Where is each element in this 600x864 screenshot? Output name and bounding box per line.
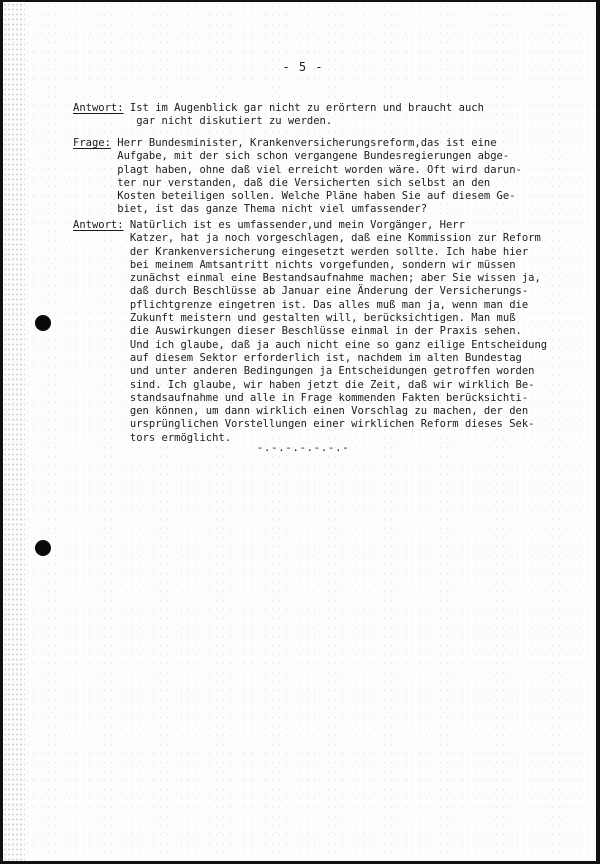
text-line: Antwort: Ist im Augenblick gar nicht zu erörtern und braucht auch [73, 102, 484, 114]
scan-edge-speckle [3, 2, 25, 861]
text-line: Und ich glaube, daß ja auch nicht eine so ganz eilige Entscheidung [129, 338, 548, 351]
text-line: Katzer, hat ja noch vorgeschlagen, daß eine Kommission zur Reform [129, 232, 541, 245]
text-line: zunächst einmal eine Bestandsaufnahme machen; aber Sie wissen ja, [129, 272, 541, 285]
answer-block-1 [73, 102, 563, 129]
page-number: - 5 - [282, 60, 324, 74]
text-line: der Krankenversicherung eingesetzt werden sollte. Ich habe hier [129, 245, 529, 258]
text-line: bei meinem Amtsantritt nichts vorgefunden, sondern wir müssen [129, 258, 516, 271]
text-line: und unter anderen Bedingungen ja Entscheidungen getroffen worden [129, 365, 535, 378]
text-line: Antwort: Natürlich ist es umfassender,und mein Vorgänger, Herr [73, 219, 465, 231]
text-line: pflichtgrenze eingetren ist. Das alles muß man ja, wenn man die [129, 298, 529, 311]
text-line: biet, ist das ganze Thema nicht viel umfassender? [117, 203, 428, 216]
text-line: ursprünglichen Vorstellungen einer wirklichen Reform dieses Sek- [129, 418, 535, 431]
punch-hole-bottom [35, 540, 51, 556]
speaker-label: Antwort: [73, 102, 124, 114]
text-line: auf diesem Sektor erforderlich ist, nachdem im alten Bundestag [129, 351, 522, 364]
text-line: daß durch Beschlüsse ab Januar eine Änderung der Versicherungs- [129, 285, 529, 298]
text-line: plagt haben, ohne daß viel erreicht worden wäre. Oft wird darun- [117, 163, 522, 176]
text-line: sind. Ich glaube, wir haben jetzt die Zeit, daß wir wirklich Be- [129, 378, 535, 391]
text-line: Frage: Herr Bundesminister, Krankenversicherungsreform,das ist eine [73, 137, 497, 149]
speaker-label: Frage: [73, 137, 111, 149]
text-line: tors ermöglicht. [129, 431, 232, 444]
answer-block-2 [73, 219, 563, 445]
text-line: standsaufnahme und alle in Frage kommenden Fakten berücksichti- [129, 391, 529, 404]
punch-hole-top [35, 315, 51, 331]
text-line: Zukunft meistern und gestalten will, berücksichtigen. Man muß [129, 312, 516, 325]
text-line: Aufgabe, mit der sich schon vergangene Bundesregierungen abge- [117, 150, 510, 163]
question-block [73, 137, 563, 217]
text-line: gen können, um dann wirklich einen Vorschlag zu machen, der den [129, 405, 529, 418]
speaker-label: Antwort: [73, 219, 124, 231]
end-separator: -.-.-.-.-.-.- [256, 441, 350, 454]
text-line: ter nur verstanden, daß die Versicherten sich selbst an den [117, 176, 491, 189]
text-line: gar nicht diskutiert zu werden. [136, 115, 333, 128]
text-line: die Auswirkungen dieser Beschlüsse einmal in der Praxis sehen. [129, 325, 522, 338]
text-line: Kosten beteiligen sollen. Welche Pläne haben Sie auf diesem Ge- [117, 190, 516, 203]
